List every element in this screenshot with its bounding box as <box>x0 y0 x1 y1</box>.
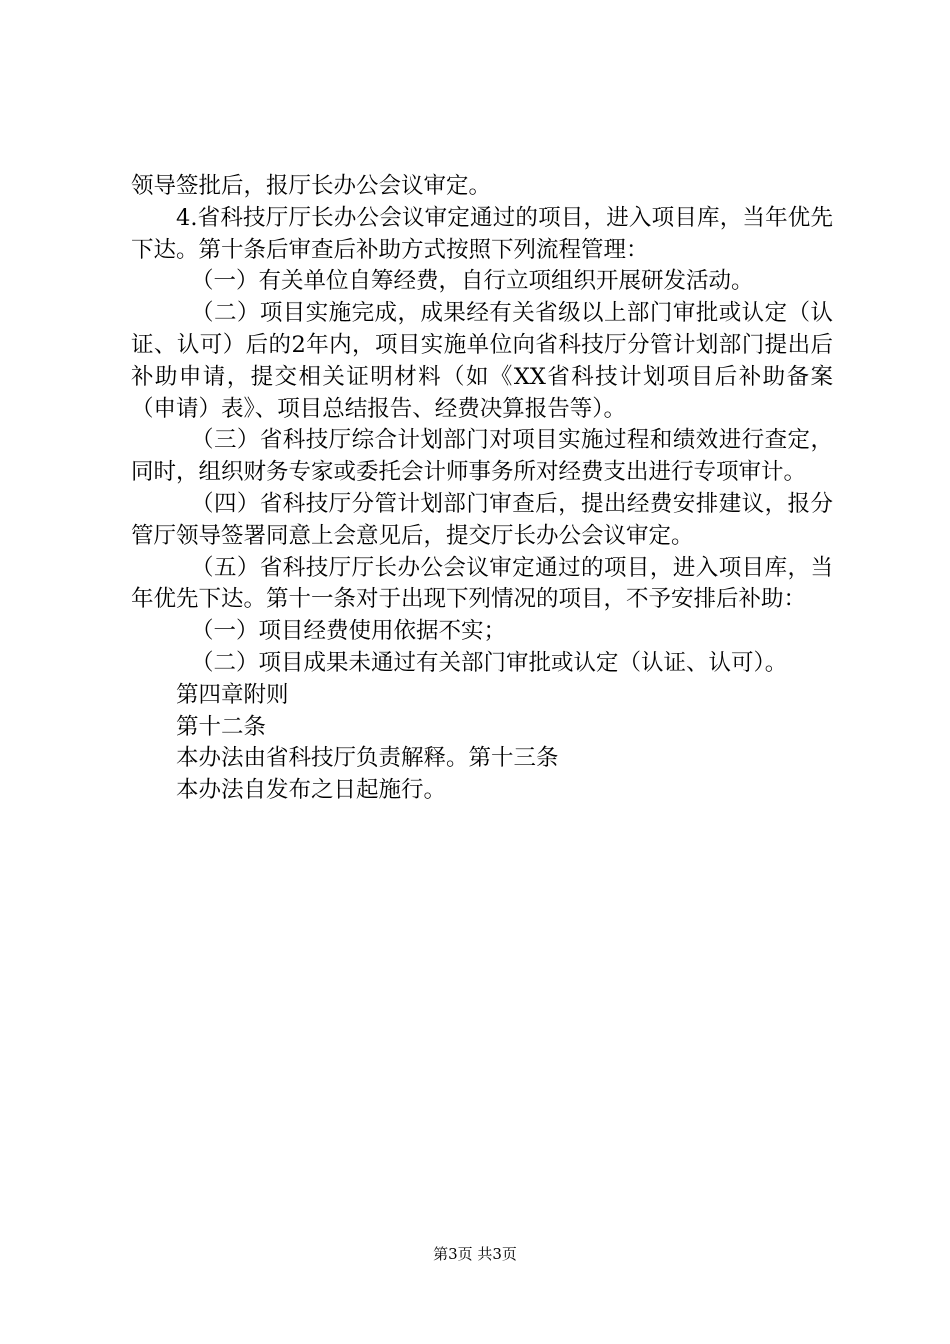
chapter-heading: 第四章附则 <box>176 681 289 708</box>
paragraph-list-1: （一）有关单位自筹经费，自行立项组织开展研发活动。 <box>191 268 754 295</box>
paragraph-list-4: （四）省科技厅分管计划部门审查后，提出经费安排建议，报分管厅领导签署同意上会意见后，提交厅长办公会议审定。 <box>131 490 833 549</box>
paragraph-continued: 领导签批后，报厅长办公会议审定。 <box>131 173 492 199</box>
article-12-text: 本办法由省科技厅负责解释。第十三条 <box>176 745 559 772</box>
paragraph-exclusion-1: （一）项目经费使用依据不实； <box>191 618 507 645</box>
article-13-text: 本办法自发布之日起施行。 <box>176 777 447 804</box>
paragraph-list-3: （三）省科技厅综合计划部门对项目实施过程和绩效进行查定，同时，组织财务专家或委托会计师事务所对经费支出进行专项审计。 <box>131 427 833 486</box>
paragraph-list-5: （五）省科技厅厅长办公会议审定通过的项目，进入项目库，当年优先下达。第十一条对于出现下列情况的项目，不予安排后补助： <box>131 554 833 613</box>
paragraph-exclusion-2: （二）项目成果未通过有关部门审批或认定（认证、认可）。 <box>191 649 788 676</box>
paragraph-item-4: 4.省科技厅厅长办公会议审定通过的项目，进入项目库，当年优先下达。第十条后审查后补助方式按照下列流程管理： <box>131 204 833 263</box>
article-12-heading: 第十二条 <box>176 713 267 740</box>
page-number: 第3页 共3页 <box>433 1245 517 1263</box>
document-body <box>131 171 833 807</box>
paragraph-list-2: （二）项目实施完成，成果经有关省级以上部门审批或认定（认证、认可）后的2年内，项目实施单位向省科技厅分管计划部门提出后补助申请，提交相关证明材料（如《XX省科技计划项目后补助备案（申请）表》、项目总结报告、经费决算报告等）。 <box>131 300 833 422</box>
